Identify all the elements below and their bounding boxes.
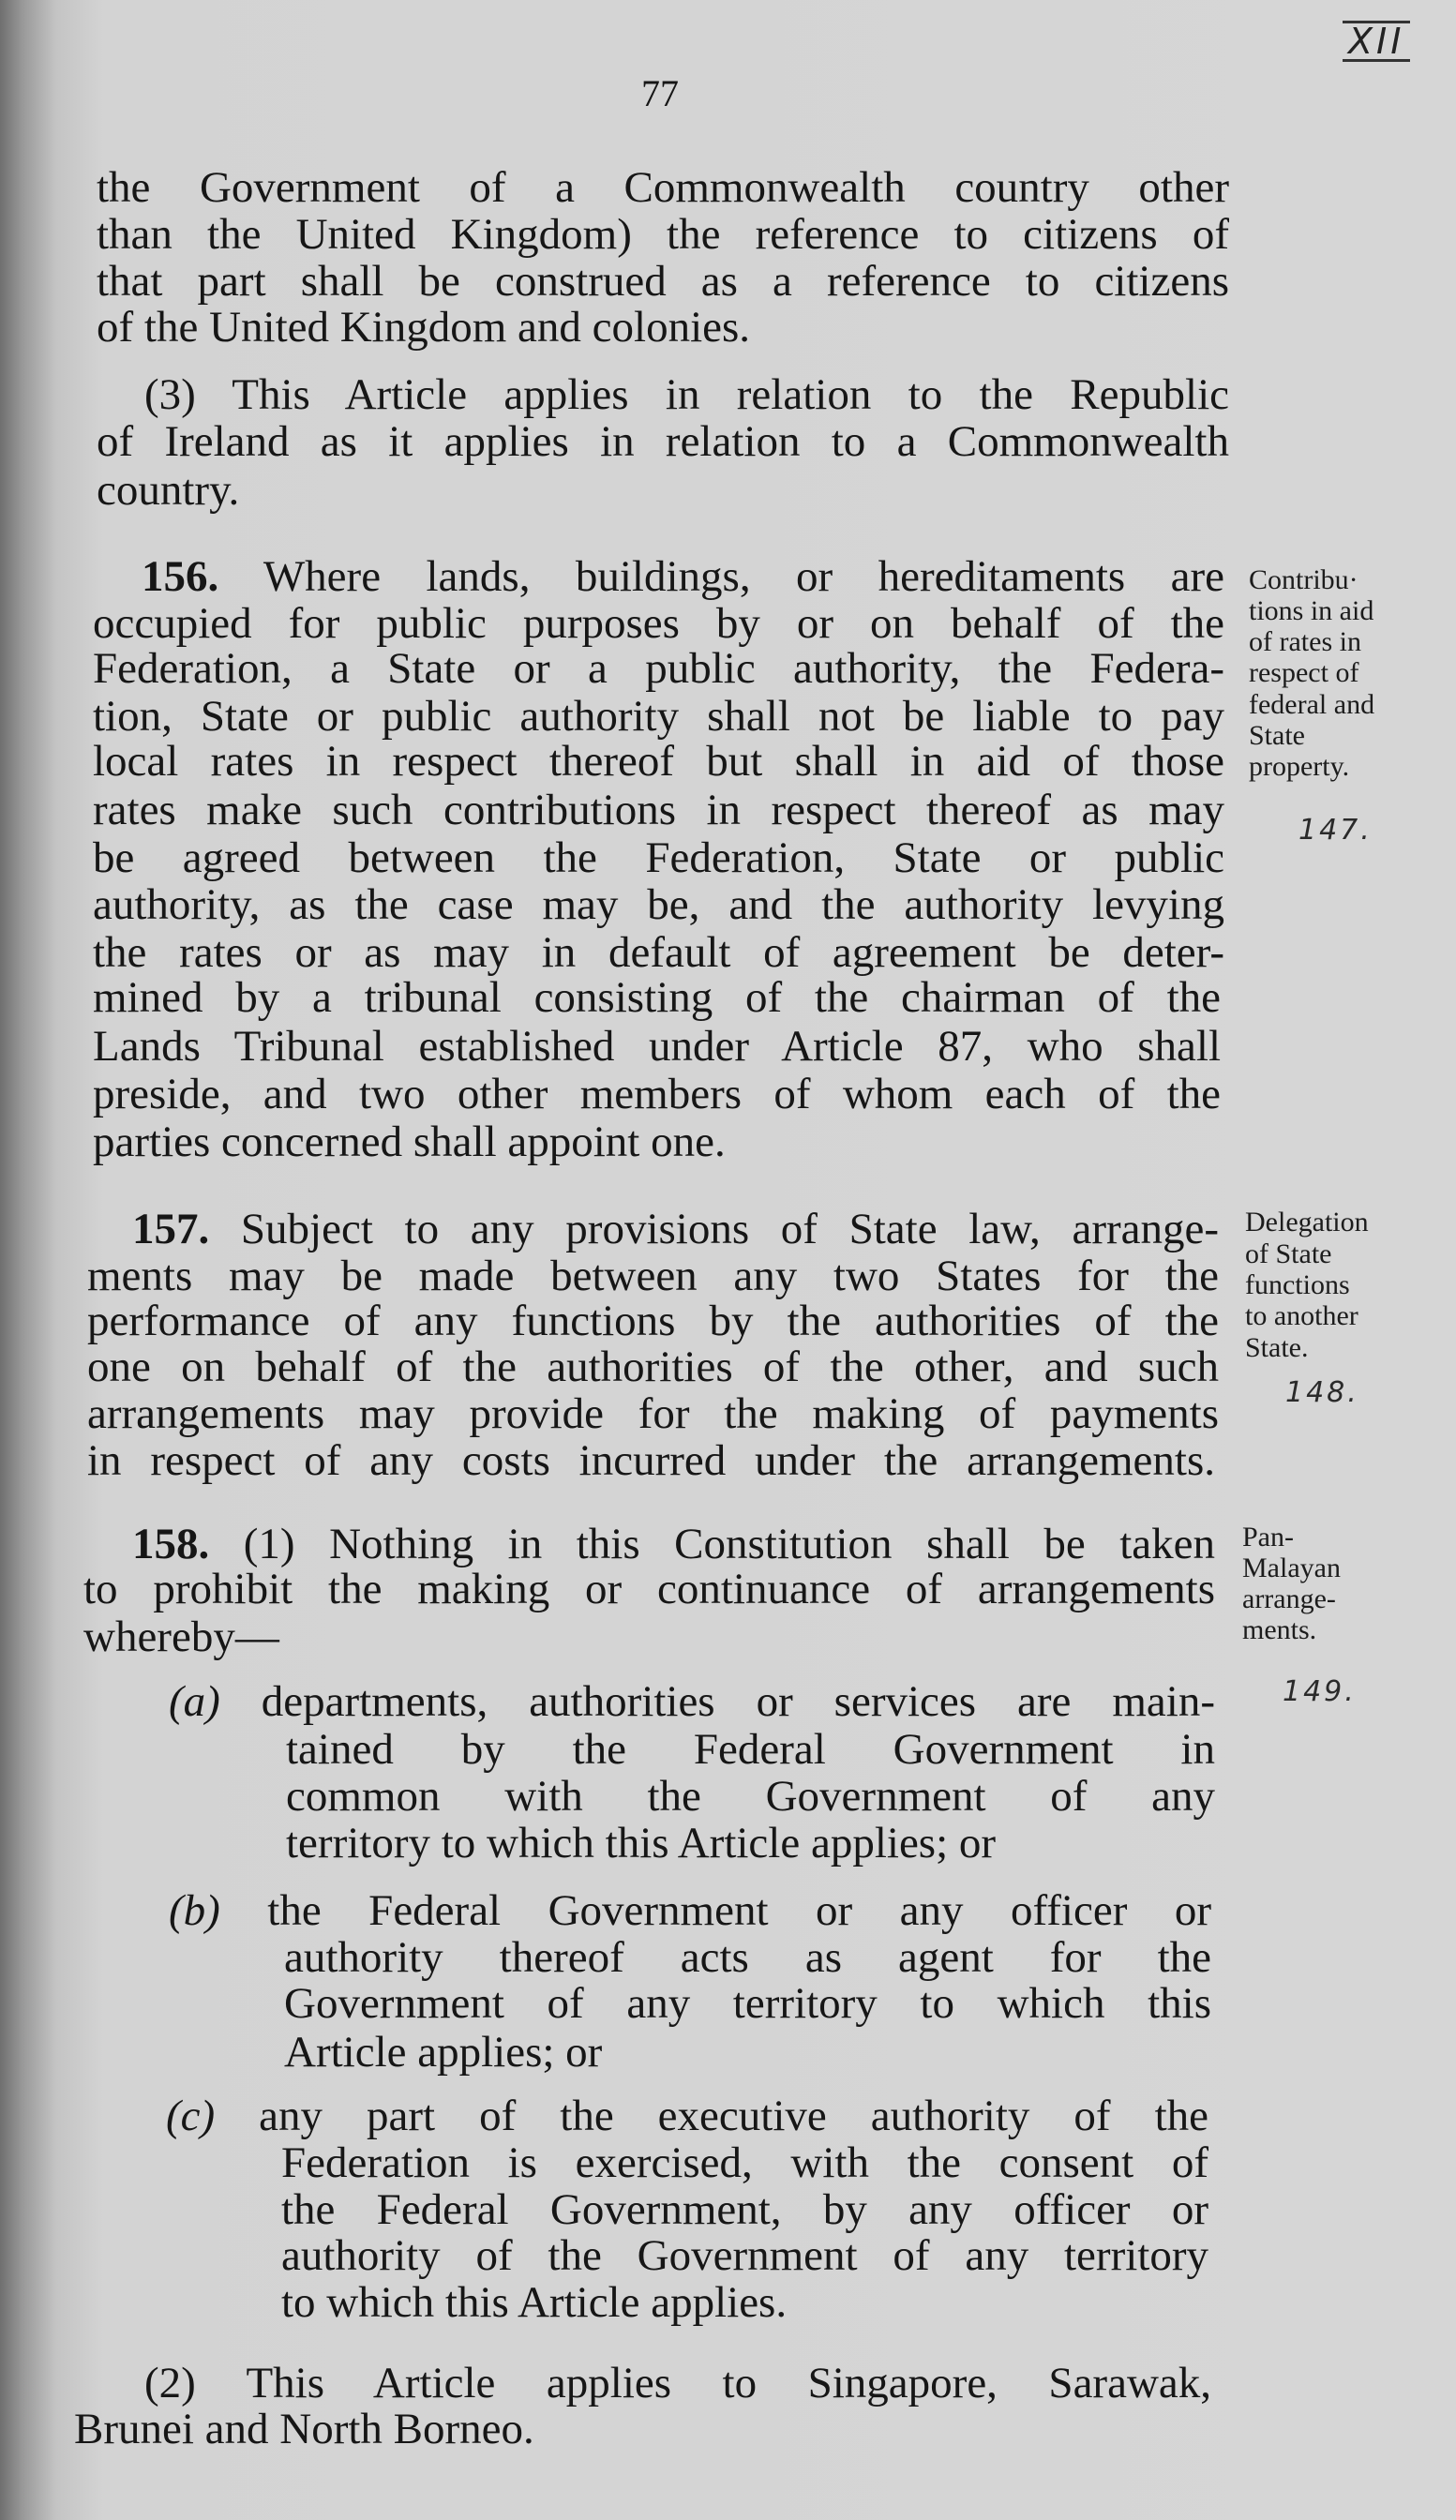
text-line <box>169 1675 1215 1728</box>
line-text: Lands Tribunal established under Article 87, who shall <box>93 1022 1221 1071</box>
article-number: 156. <box>142 552 219 601</box>
clause-label: (a) <box>169 1677 220 1726</box>
margin-note-line: ments. <box>1242 1614 1317 1645</box>
line-text: (1) Nothing in this Constitution shall be taken <box>209 1520 1215 1568</box>
line-text: arrangements may provide for the making of payments <box>87 1389 1219 1438</box>
line-text: ments may be made between any two States for the <box>87 1252 1219 1300</box>
text-line <box>97 301 750 353</box>
text-line <box>97 464 239 517</box>
article-number: 157. <box>132 1205 210 1253</box>
text-line <box>93 735 1224 788</box>
text-line <box>93 1020 1221 1072</box>
line-text: authority, as the case may be, and the authority levying <box>93 880 1224 929</box>
line-text: be agreed between the Federation, State or public <box>93 833 1224 882</box>
line-text: one on behalf of the authorities of the other, and such <box>87 1342 1219 1391</box>
text-line <box>142 550 1224 603</box>
line-text: tained by the Federal Government in <box>286 1725 1215 1774</box>
text-line <box>93 878 1224 931</box>
line-text: the Government of a Commonwealth country other <box>97 163 1229 212</box>
line-text: territory to which this Article applies; or <box>286 1819 997 1868</box>
margin-note-line: respect of <box>1249 657 1359 688</box>
text-line <box>87 1295 1219 1347</box>
line-text: to prohibit the making or continuance of arrangements <box>83 1565 1215 1613</box>
line-text: authority of the Government of any territory <box>281 2231 1208 2280</box>
text-line <box>132 1203 1219 1255</box>
text-line <box>83 1563 1215 1615</box>
text-line <box>281 2137 1208 2189</box>
text-line <box>286 1817 996 1869</box>
margin-note-line: State <box>1249 720 1305 751</box>
margin-note-line: State. <box>1245 1332 1309 1363</box>
line-text: the Federal Government, by any officer or <box>281 2185 1208 2234</box>
line-text: preside, and two other members of whom each of the <box>93 1070 1221 1118</box>
line-text: Article applies; or <box>284 2028 603 2077</box>
line-text: Federation, a State or a public authority, the Federa- <box>93 644 1224 693</box>
text-line <box>87 1341 1219 1393</box>
text-line <box>281 2229 1208 2282</box>
margin-note-line: Contribu· <box>1249 564 1358 595</box>
text-line <box>286 1723 1215 1776</box>
line-text: of Ireland as it applies in relation to a Commonwealth <box>97 417 1229 466</box>
text-line <box>93 1068 1221 1120</box>
text-line <box>281 2183 1208 2236</box>
text-line <box>281 2276 787 2329</box>
line-text: country. <box>97 466 240 515</box>
text-line <box>87 1434 1215 1487</box>
line-text: in respect of any costs incurred under the arrangements. <box>87 1436 1215 1485</box>
line-text: that part shall be construed as a reference to citizens <box>97 257 1229 306</box>
line-text: Federation is exercised, with the consent of <box>281 2138 1208 2187</box>
line-text: of the United Kingdom and colonies. <box>97 303 751 352</box>
line-text: (3) This Article applies in relation to the Republic <box>144 370 1229 419</box>
margin-note-line: of State <box>1245 1238 1332 1269</box>
article-number: 158. <box>132 1520 210 1568</box>
line-text: rates make such contributions in respect thereof as may <box>93 786 1224 834</box>
margin-note-line: Malayan <box>1242 1552 1341 1583</box>
text-line <box>97 208 1229 261</box>
line-text: tion, State or public authority shall not be liable to pay <box>93 692 1224 741</box>
handwritten-mark: XII <box>1343 21 1410 62</box>
handwritten-annotation: 147. <box>1298 814 1373 847</box>
margin-note-line: arrange- <box>1242 1583 1336 1614</box>
margin-note-line: functions <box>1245 1269 1350 1300</box>
line-text: the rates or as may in default of agreement be deter- <box>93 928 1224 977</box>
text-line <box>87 1388 1219 1440</box>
line-text: (2) This Article applies to Singapore, Sarawak, <box>144 2359 1211 2408</box>
text-line <box>93 642 1224 695</box>
line-text: to which this Article applies. <box>281 2278 788 2327</box>
handwritten-annotation: 148. <box>1285 1376 1359 1409</box>
text-line <box>93 784 1224 836</box>
text-line <box>93 1116 726 1168</box>
line-text: parties concerned shall appoint one. <box>93 1118 726 1166</box>
line-text: Where lands, buildings, or hereditaments are <box>218 552 1224 601</box>
clause-label: (c) <box>166 2092 216 2140</box>
margin-note-line: of rates in <box>1249 626 1361 657</box>
line-text: the Federal Government or any officer or <box>219 1886 1211 1935</box>
text-line <box>93 832 1224 884</box>
line-text: performance of any functions by the authorities of the <box>87 1297 1219 1345</box>
line-text: occupied for public purposes by or on behalf of the <box>93 599 1224 648</box>
line-text: Brunei and North Borneo. <box>74 2405 534 2453</box>
line-text: common with the Government of any <box>286 1772 1215 1821</box>
line-text: Government of any territory to which this <box>284 1979 1211 2028</box>
clause-label: (b) <box>169 1886 220 1935</box>
text-line <box>144 2357 1211 2409</box>
margin-note-line: Delegation <box>1245 1207 1369 1238</box>
text-line <box>286 1770 1215 1822</box>
line-text: mined by a tribunal consisting of the chairman of the <box>93 973 1221 1022</box>
text-line <box>284 1931 1211 1984</box>
text-line <box>83 1611 279 1663</box>
line-text: whereby— <box>83 1612 279 1661</box>
line-text: Subject to any provisions of State law, arrange- <box>209 1205 1219 1253</box>
line-text: authority thereof acts as agent for the <box>284 1933 1211 1982</box>
text-line <box>97 161 1229 214</box>
text-line <box>166 2090 1208 2142</box>
text-line <box>97 255 1229 308</box>
line-text: departments, authorities or services are main- <box>219 1677 1215 1726</box>
margin-note-line: federal and <box>1249 689 1375 720</box>
line-text: any part of the executive authority of the <box>215 2092 1208 2140</box>
margin-note-line: property. <box>1249 751 1350 782</box>
margin-note-line: to another <box>1245 1300 1358 1331</box>
handwritten-annotation: 149. <box>1283 1675 1357 1708</box>
text-line <box>284 2026 602 2078</box>
text-line <box>144 368 1229 421</box>
line-text: than the United Kingdom) the reference to citizens of <box>97 210 1229 259</box>
text-line <box>284 1977 1211 2030</box>
text-line <box>93 971 1221 1024</box>
margin-note-line: Pan- <box>1242 1522 1294 1552</box>
text-line <box>74 2403 534 2455</box>
line-text: local rates in respect thereof but shall in aid of those <box>93 737 1224 786</box>
margin-note-line: tions in aid <box>1249 595 1374 626</box>
text-line <box>97 415 1229 468</box>
page-number: 77 <box>641 72 679 114</box>
text-line <box>169 1884 1211 1937</box>
